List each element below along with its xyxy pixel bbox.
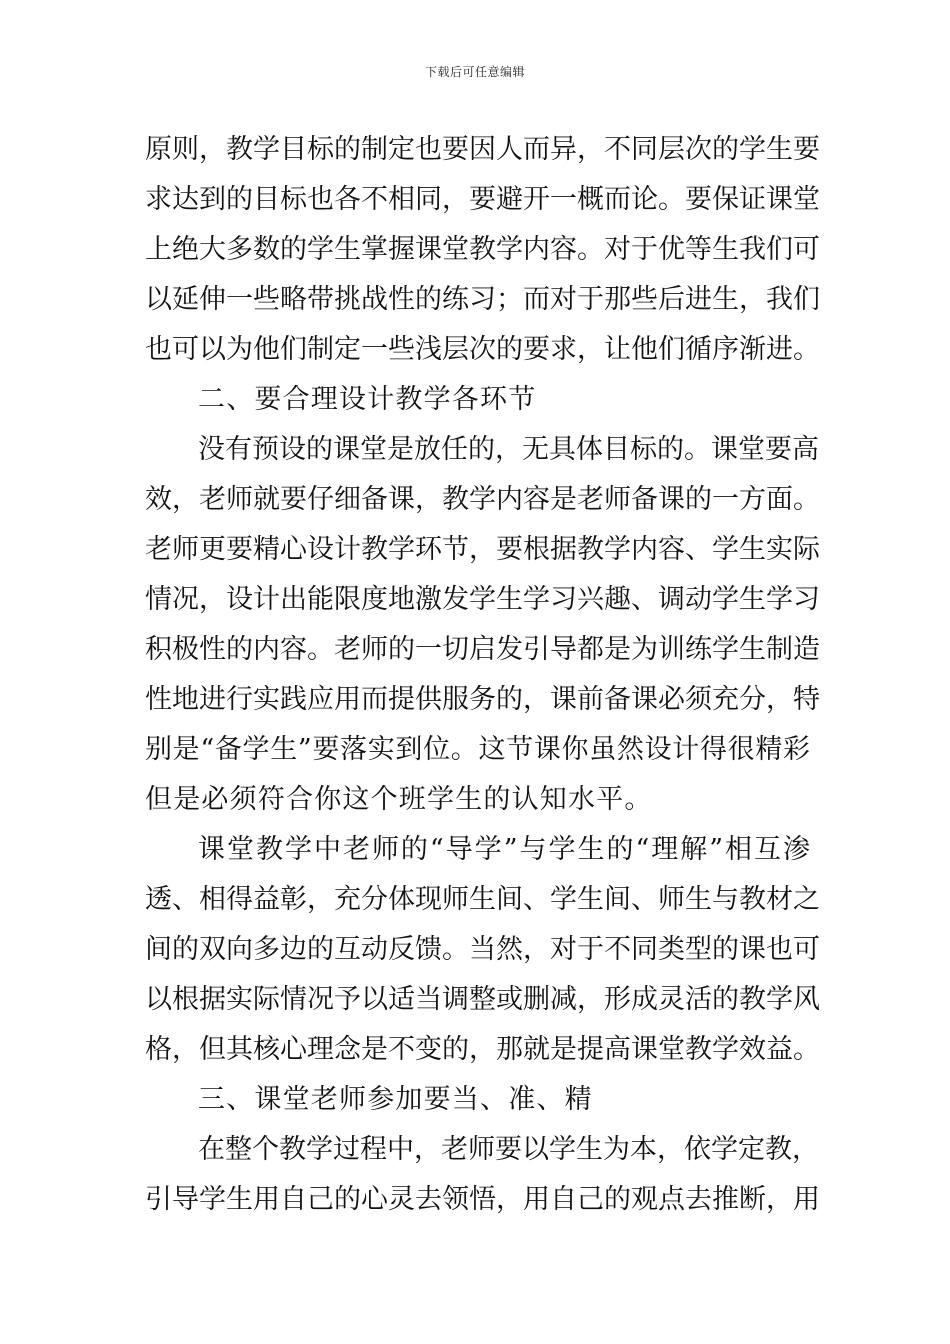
body-line: 课堂教学中老师的“导学”与学生的“理解”相互渗 <box>198 834 810 865</box>
body-line: 效，老师就要仔细备课，教学内容是老师备课的一方面。 <box>145 484 820 515</box>
body-line: 别是“备学生”要落实到位。这节课你虽然设计得很精彩 <box>145 734 810 765</box>
body-line: 间的双向多边的互动反馈。当然，对于不同类型的课也可 <box>145 934 820 965</box>
body-line: 积极性的内容。老师的一切启发引导都是为训练学生制造 <box>145 634 820 665</box>
body-line: 性地进行实践应用而提供服务的，课前备课必须充分，特 <box>145 684 820 715</box>
page-header: 下载后可任意编辑 <box>424 65 525 79</box>
body-line: 以延伸一些略带挑战性的练习；而对于那些后进生，我们 <box>145 284 820 315</box>
section-heading: 二、要合理设计教学各环节 <box>198 384 537 415</box>
body-line: 也可以为他们制定一些浅层次的要求，让他们循序渐进。 <box>145 334 820 365</box>
body-line: 在整个教学过程中，老师要以学生为本，依学定教， <box>198 1134 819 1165</box>
body-line: 格，但其核心理念是不变的，那就是提高课堂教学效益。 <box>145 1034 820 1065</box>
body-line: 透、相得益彰，充分体现师生间、学生间、师生与教材之 <box>145 884 820 915</box>
body-line: 原则，教学目标的制定也要因人而异，不同层次的学生要 <box>145 134 820 165</box>
body-line: 没有预设的课堂是放任的，无具体目标的。课堂要高 <box>198 434 819 465</box>
body-line: 老师更要精心设计教学环节，要根据教学内容、学生实际 <box>145 534 820 565</box>
body-line: 上绝大多数的学生掌握课堂教学内容。对于优等生我们可 <box>145 234 820 265</box>
body-line: 求达到的目标也各不相同，要避开一概而论。要保证课堂 <box>145 184 820 215</box>
body-line: 以根据实际情况予以适当调整或删减，形成灵活的教学风 <box>145 984 820 1015</box>
body-line: 情况，设计出能限度地激发学生学习兴趣、调动学生学习 <box>145 584 820 615</box>
body-line: 但是必须符合你这个班学生的认知水平。 <box>145 784 653 815</box>
section-heading: 三、课堂老师参加要当、准、精 <box>198 1084 593 1115</box>
body-line: 引导学生用自己的心灵去领悟，用自己的观点去推断，用 <box>145 1184 820 1215</box>
